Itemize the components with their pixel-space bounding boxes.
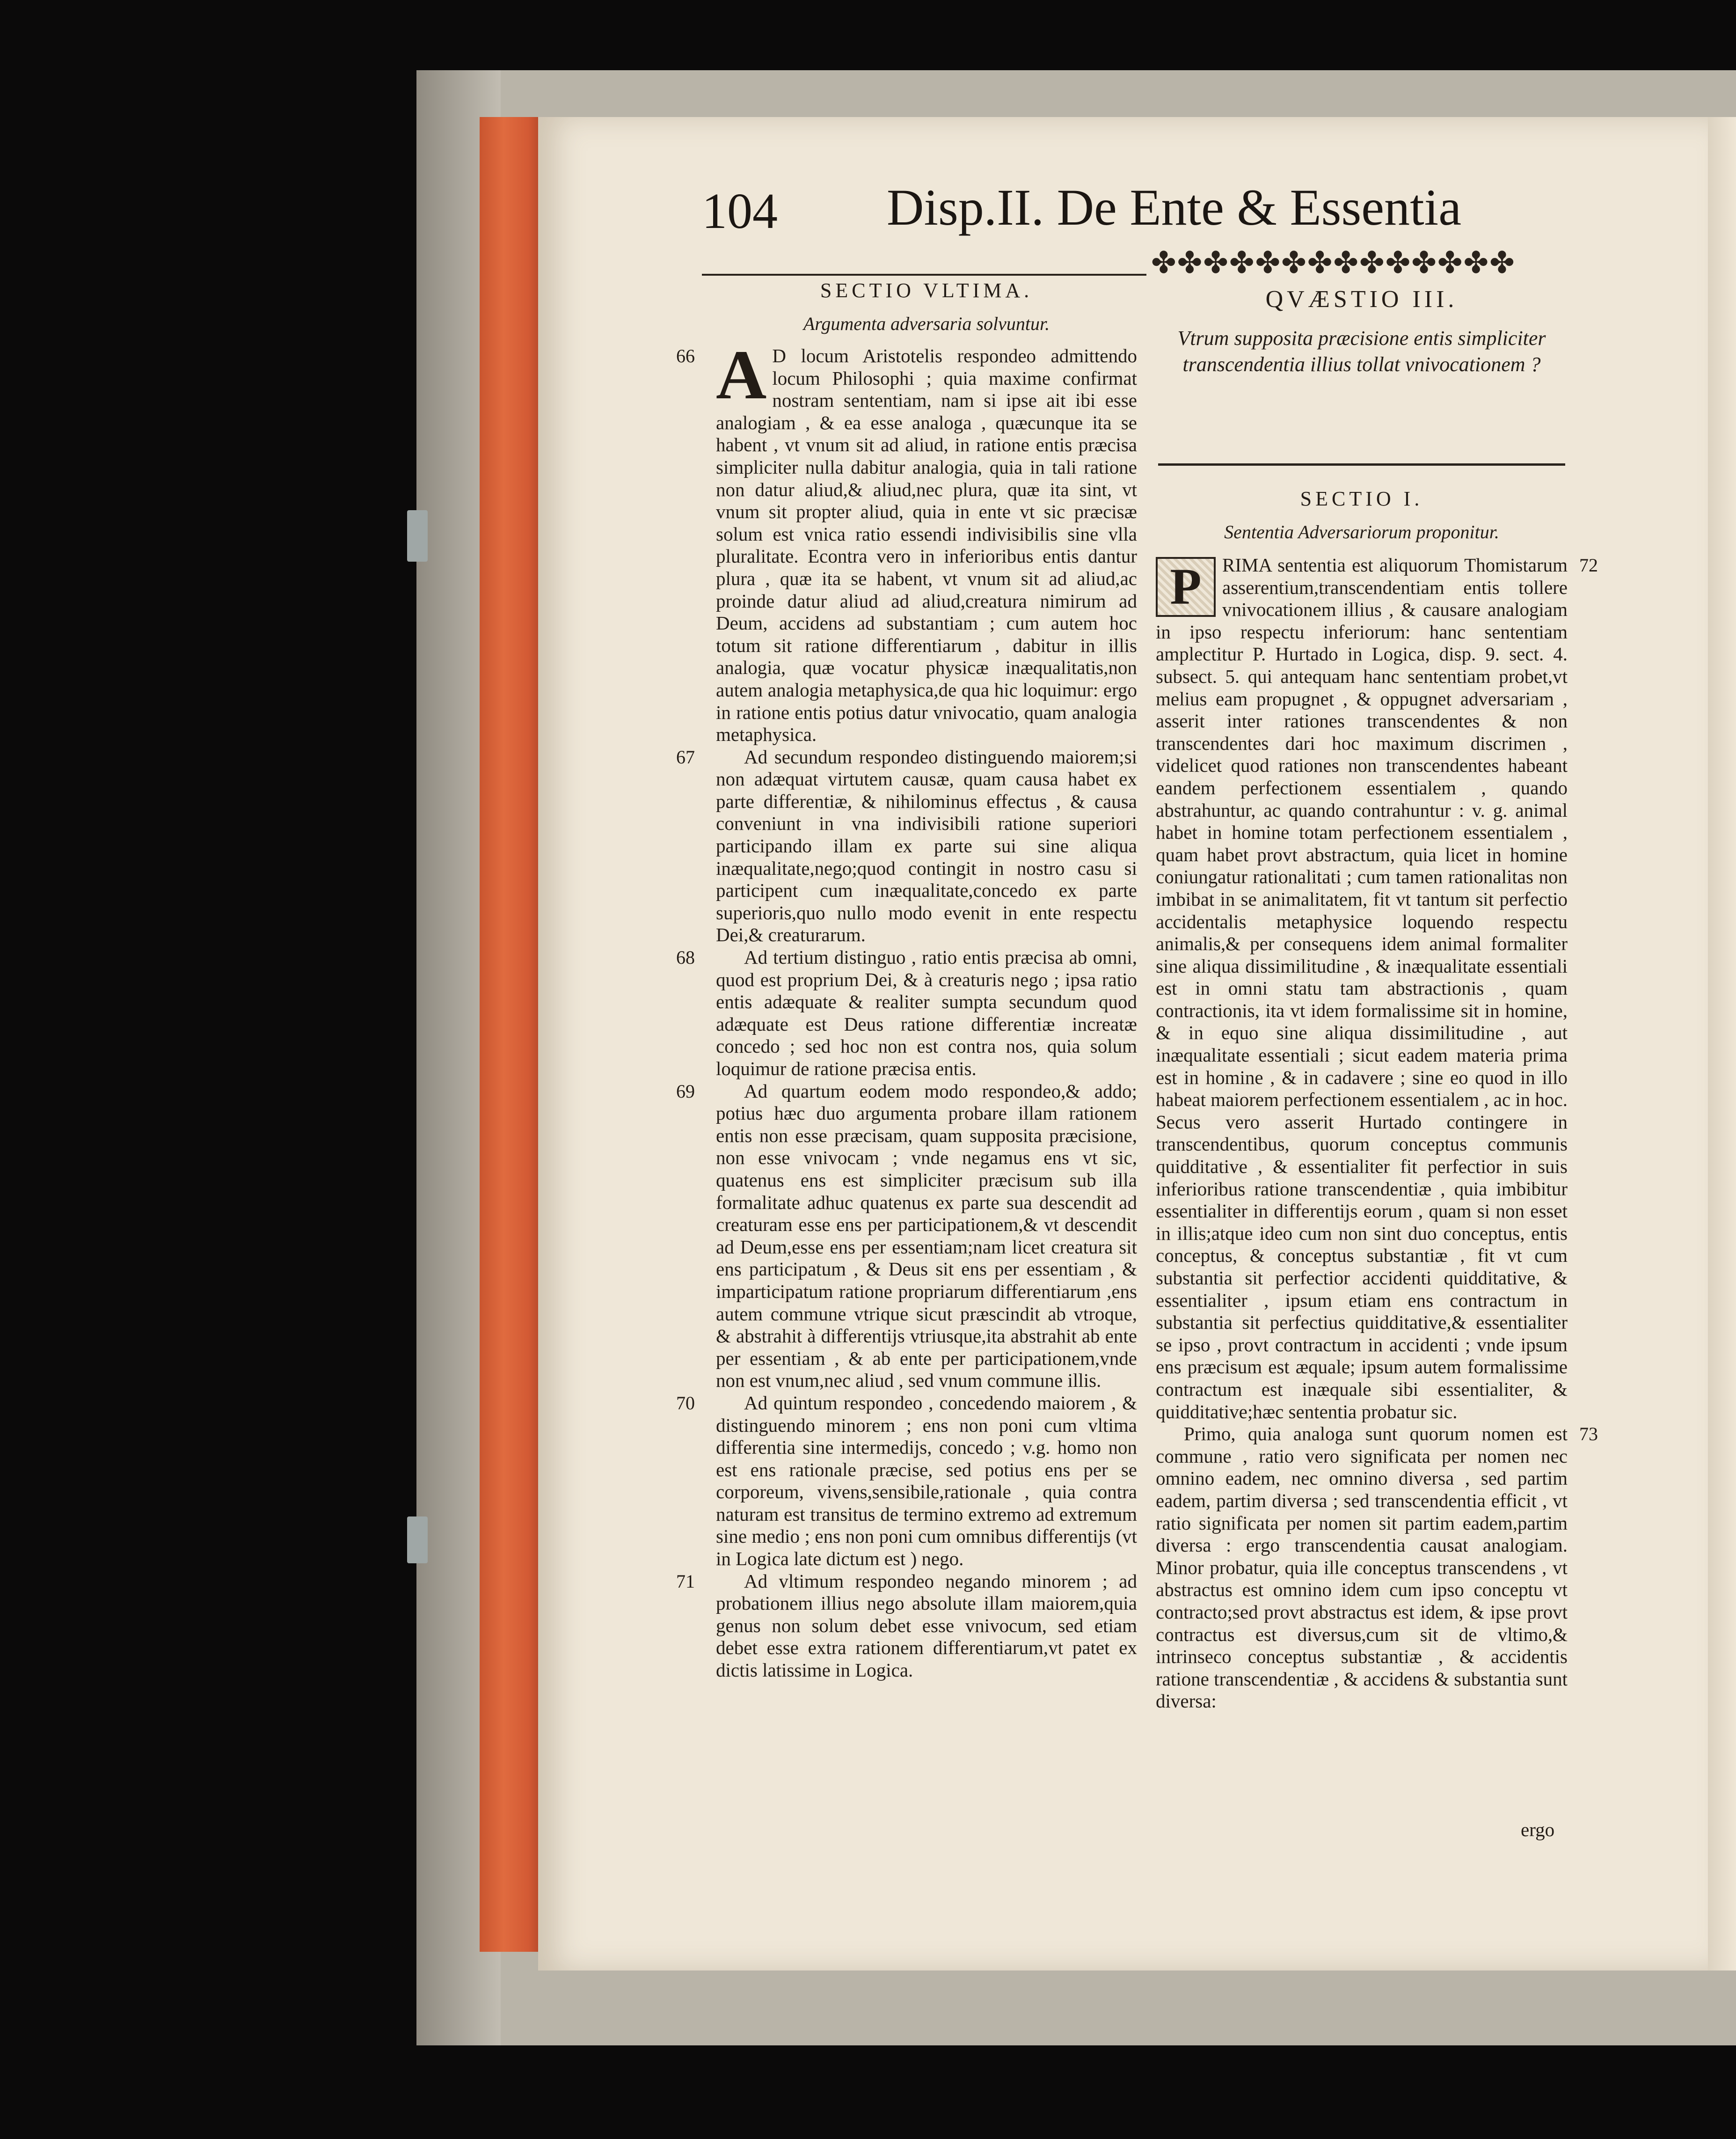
paragraph-text: RIMA sententia est aliquorum Thomistarum asserentium,transcendentiam entis tollere vnivocationem illius , & causare analogiam in ipso respectu inferiorum: hanc sententiam amplectitur P. Hurtado in Logica, disp. 9. sect. 4. subsect. 5. qui antequam hanc sententiam probet,vt melius eam propugnet , & oppugnet adversariam , asserit inter rationes transcendentes & non transcendentes dari hoc maximum discrimen , videlicet quod rationes non transcendentes habeant eandem perfectionem essentialem , quando abstrahuntur, ac quando contrahuntur : v. g. animal habet in homine totam perfectionem essentialem , quam habet provt abstractum, quia licet in homine coniungatur rationalitati ; cum tamen rationalitas non imbibat in se animalitatem, fit vt tantum sit perfectio accidentalis metaphysice loquendo respectu animalis,& per consequens idem animal formaliter sine aliqua dissimilitudine , & inæqualitate essentiali est in omni statu tam abstractionis , quam contractionis, ita vt idem formalissime sit in homine, & in equo sine aliqua dissimilitudine , aut inæqualitate essentiali ; sicut eadem materia prima est in homine , & in cadavere ; sine eo quod in illo habeat maiorem perfectionem essentialem , ac in hoc. Secus vero asserit Hurtado contingere in transcendentibus, quorum conceptus communis quidditative , & essentialiter fit perfectior in suis inferioribus ratione transcendentiæ , quia imbibitur essentialiter in differentijs eorum , quam si non esset in illis;atque ideo cum non sint duo conceptus, entis conceptus, & conceptus substantiæ , fit vt cum substantia sit perfectior accidenti quidditative, & essentialiter , ipsum etiam ens contractum in substantia sit perfectius quidditative,& essentialiter se ipso , provt contractum in accidenti ; vnde ipsum ens præcisum est æquale; ipsum autem formalissime contractum est inæquale sibi essentialiter, & quidditative;hæc sententia probatur sic. bbox=[1156, 554, 1568, 1422]
running-header bbox=[702, 178, 1462, 239]
paragraph-number: 66 bbox=[676, 345, 695, 366]
header-rule bbox=[702, 274, 1146, 276]
right-column-body bbox=[1156, 487, 1598, 1713]
catchword: ergo bbox=[1521, 1819, 1555, 1840]
clasp-upper bbox=[407, 510, 428, 562]
drop-cap: P bbox=[1156, 557, 1216, 617]
question-title: QVÆSTIO III. bbox=[1265, 286, 1458, 313]
page-edges bbox=[480, 117, 540, 1952]
paragraph bbox=[676, 1570, 1137, 1682]
paragraph-number: 68 bbox=[676, 947, 695, 968]
paragraph-text: Primo, quia analoga sunt quorum nomen est commune , ratio vero significata per nomen nec omnino eadem, nec omnino diversa , sed partim eadem, partim diversa ; sed transcendentia efficit , vt ratio significata per nomen sit partim eadem,partim diversa : ergo transcendentia causat analogiam. Minor probatur, quia ille conceptus transcendens , vt abstractus est omnino idem cum ipso conceptu vt contracto;sed provt abstractus est idem, & ipse provt contractus est diversus,cum sit de vltimo,& intrinseco conceptus substantiæ , & accidentis ratione transcendentiæ , & accidens & substantia sunt diversa: bbox=[1156, 1423, 1568, 1712]
question-rule bbox=[1158, 463, 1565, 466]
paragraph-number: 72 bbox=[1579, 555, 1598, 576]
paragraph-text: Ad vltimum respondeo negando minorem ; ad probationem illius nego absolute illam maiorem,quia genus non solum debet esse vnivocum, sed etiam debet esse extra rationem differentiarum,vt patet ex dictis latissime in Logica. bbox=[716, 1570, 1137, 1681]
paragraph bbox=[676, 946, 1137, 1080]
paragraph bbox=[1156, 554, 1598, 1423]
paragraph-number: 73 bbox=[1579, 1423, 1598, 1445]
right-body bbox=[1156, 554, 1598, 1713]
paragraph-text: Ad tertium distinguo , ratio entis præcisa ab omni, quod est proprium Dei, & à creaturis nego ; ipsa ratio entis adæquate & realiter sumpta secundum quod adæquate est Deus ratione differentiæ increatæ concedo ; sed hoc non est contra nos, quia solum loquimur de ratione præcisa entis. bbox=[716, 946, 1137, 1079]
paragraph-text: Ad quintum respondeo , concedendo maiorem , & distinguendo minorem ; ens non poni cum vltima differentia sine intermedijs, concedo ; v.g. homo non est ens rationale præcise, sed potius ens per se corporeum, vivens,sensibile,rationale , quia contra naturam est transitus de termino extremo ad extremum sine medio ; ens non poni cum omnibus differentijs (vt in Logica late dictum est ) nego. bbox=[716, 1392, 1137, 1570]
section-subtitle: Sententia Adversariorum proponitur. bbox=[1224, 521, 1499, 542]
paragraph-text: Ad secundum respondeo distinguendo maiorem;si non adæquat virtutem causæ, quam causa habet ex parte differentiæ, & nihilominus effectus , & causa conveniunt in vna indivisibili ratione superiori participando illam ex parte sui sine aliqua inæqualitate,nego;quod contingit in nostro casu si participent cum inæqualitate,concedo ex parte superioris,quo nullo modo evenit in ente respectu Dei,& creaturarum. bbox=[716, 746, 1137, 946]
running-title: Disp.II. De Ente & Essentia bbox=[887, 179, 1462, 236]
section-subtitle: Argumenta adversaria solvuntur. bbox=[803, 313, 1050, 334]
section-title: SECTIO I. bbox=[1300, 487, 1423, 510]
paragraph bbox=[676, 1080, 1137, 1392]
paragraph bbox=[676, 746, 1137, 946]
clasp-lower bbox=[407, 1516, 428, 1563]
right-column bbox=[1156, 286, 1568, 378]
ornament-band: ✤✤✤✤✤✤✤✤✤✤✤✤✤✤ bbox=[1151, 246, 1516, 280]
left-column bbox=[676, 278, 1137, 1682]
paragraph-number: 70 bbox=[676, 1392, 695, 1414]
paragraph-text: Ad quartum eodem modo respondeo,& addo; potius hæc duo argumenta probare illam rationem entis non esse præcisam, quam supposita præcisione, non esse vnivocam ; vnde negamus ens vt sic, quatenus ens est simpliciter præcisum sub illa formalitate adhuc quatenus ex parte sua descendit ad creaturam esse ens per participationem,& vt descendit ad Deum,esse ens per essentiam;nam licet creatura sit ens participatum , & Deus sit ens per essentiam , & imparticipatum ratione propriarum differentiarum ,ens autem commune vtrique sicut præscindit ab vtroque, & abstrahit à differentijs vtriusque,ita abstrahit ab ente per essentiam , & ab ente per participationem,vnde non est vnum,nec aliud , sed vnum commune illis. bbox=[716, 1080, 1137, 1392]
section-title: SECTIO VLTIMA. bbox=[820, 279, 1033, 302]
page-number: 104 bbox=[702, 183, 778, 239]
paragraph-number: 69 bbox=[676, 1080, 695, 1102]
paragraph bbox=[1156, 1423, 1598, 1713]
facing-page-sliver bbox=[1703, 117, 1736, 1971]
paragraph-text: D locum Aristotelis respondeo admittendo locum Philosophi ; quia maxime confirmat nostram sententiam, nam si ipse ait ibi esse analogiam , & ea esse analoga , quæcunque ita se habent , vt vnum sit ad aliud, in ratione entis præcisa simpliciter nulla dabitur analogia, quia in tali ratione non datur aliud,& aliud,nec plura, quæ ita sint, vt vnum sit propter aliud, quia in ente vt sic præcisæ solum est vnica ratio essendi indivisibilis sine vlla pluralitate. Econtra vero in inferioribus entis dantur plura , quæ ita se habent, vt vnum sit ad aliud,ac proinde datur aliud ad aliud,creatura nimirum ad Deum, accidens ad substantiam ; cum autem hoc totum sit ratione differentiarum , dabitur in illis analogia, quæ vocatur physicæ inæqualitatis,non autem analogia metaphysica,de qua hic loquimur: ergo in ratione entis potius datur vnivocatio, quam analogia metaphysica. bbox=[716, 345, 1137, 746]
left-body bbox=[676, 336, 1137, 1682]
drop-cap: A bbox=[716, 336, 767, 414]
paragraph bbox=[676, 1392, 1137, 1570]
question-text: Vtrum supposita præcisione entis simpliciter transcendentia illius tollat vnivocationem ? bbox=[1177, 327, 1546, 376]
paragraph-number: 71 bbox=[676, 1570, 695, 1592]
paragraph bbox=[676, 336, 1137, 746]
paragraph-number: 67 bbox=[676, 746, 695, 768]
